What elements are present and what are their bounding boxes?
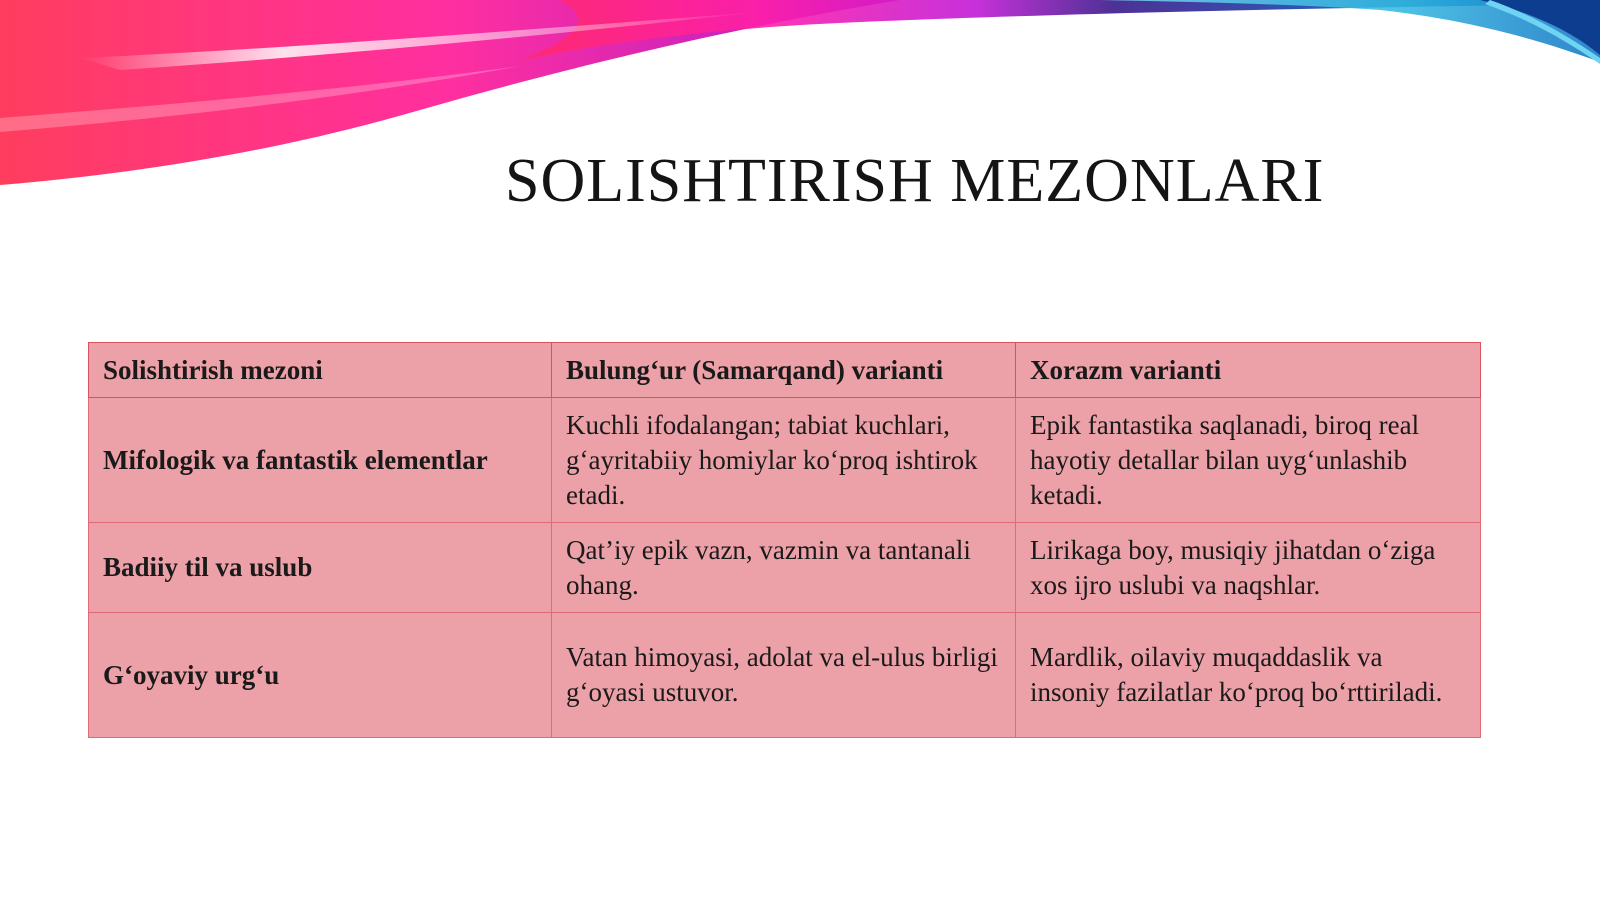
criterion-cell: G‘oyaviy urg‘u bbox=[89, 613, 552, 738]
table-row bbox=[89, 613, 1481, 738]
table-header-row bbox=[89, 343, 1481, 398]
table-row bbox=[89, 398, 1481, 523]
xorazm-cell: Lirikaga boy, musiqiy jihatdan o‘ziga xos ijro uslubi va naqshlar. bbox=[1016, 523, 1481, 613]
comparison-table bbox=[88, 342, 1481, 738]
xorazm-cell: Mardlik, oilaviy muqaddaslik va insoniy fazilatlar ko‘proq bo‘rttiriladi. bbox=[1016, 613, 1481, 738]
slide-title: SOLISHTIRISH MEZONLARI bbox=[505, 147, 1325, 215]
header-xorazm-variant: Xorazm varianti bbox=[1016, 343, 1481, 398]
bulungur-cell: Qat’iy epik vazn, vazmin va tantanali ohang. bbox=[552, 523, 1016, 613]
criterion-cell: Badiiy til va uslub bbox=[89, 523, 552, 613]
header-criterion: Solishtirish mezoni bbox=[89, 343, 552, 398]
comparison-table-container bbox=[88, 342, 1480, 738]
bulungur-cell: Vatan himoyasi, adolat va el-ulus birligi g‘oyasi ustuvor. bbox=[552, 613, 1016, 738]
criterion-cell: Mifologik va fantastik elementlar bbox=[89, 398, 552, 523]
xorazm-cell: Epik fantastika saqlanadi, biroq real hayotiy detallar bilan uyg‘unlashib ketadi. bbox=[1016, 398, 1481, 523]
bulungur-cell: Kuchli ifodalangan; tabiat kuchlari, g‘ayritabiiy homiylar ko‘proq ishtirok etadi. bbox=[552, 398, 1016, 523]
table-row bbox=[89, 523, 1481, 613]
header-bulungur-variant: Bulung‘ur (Samarqand) varianti bbox=[552, 343, 1016, 398]
